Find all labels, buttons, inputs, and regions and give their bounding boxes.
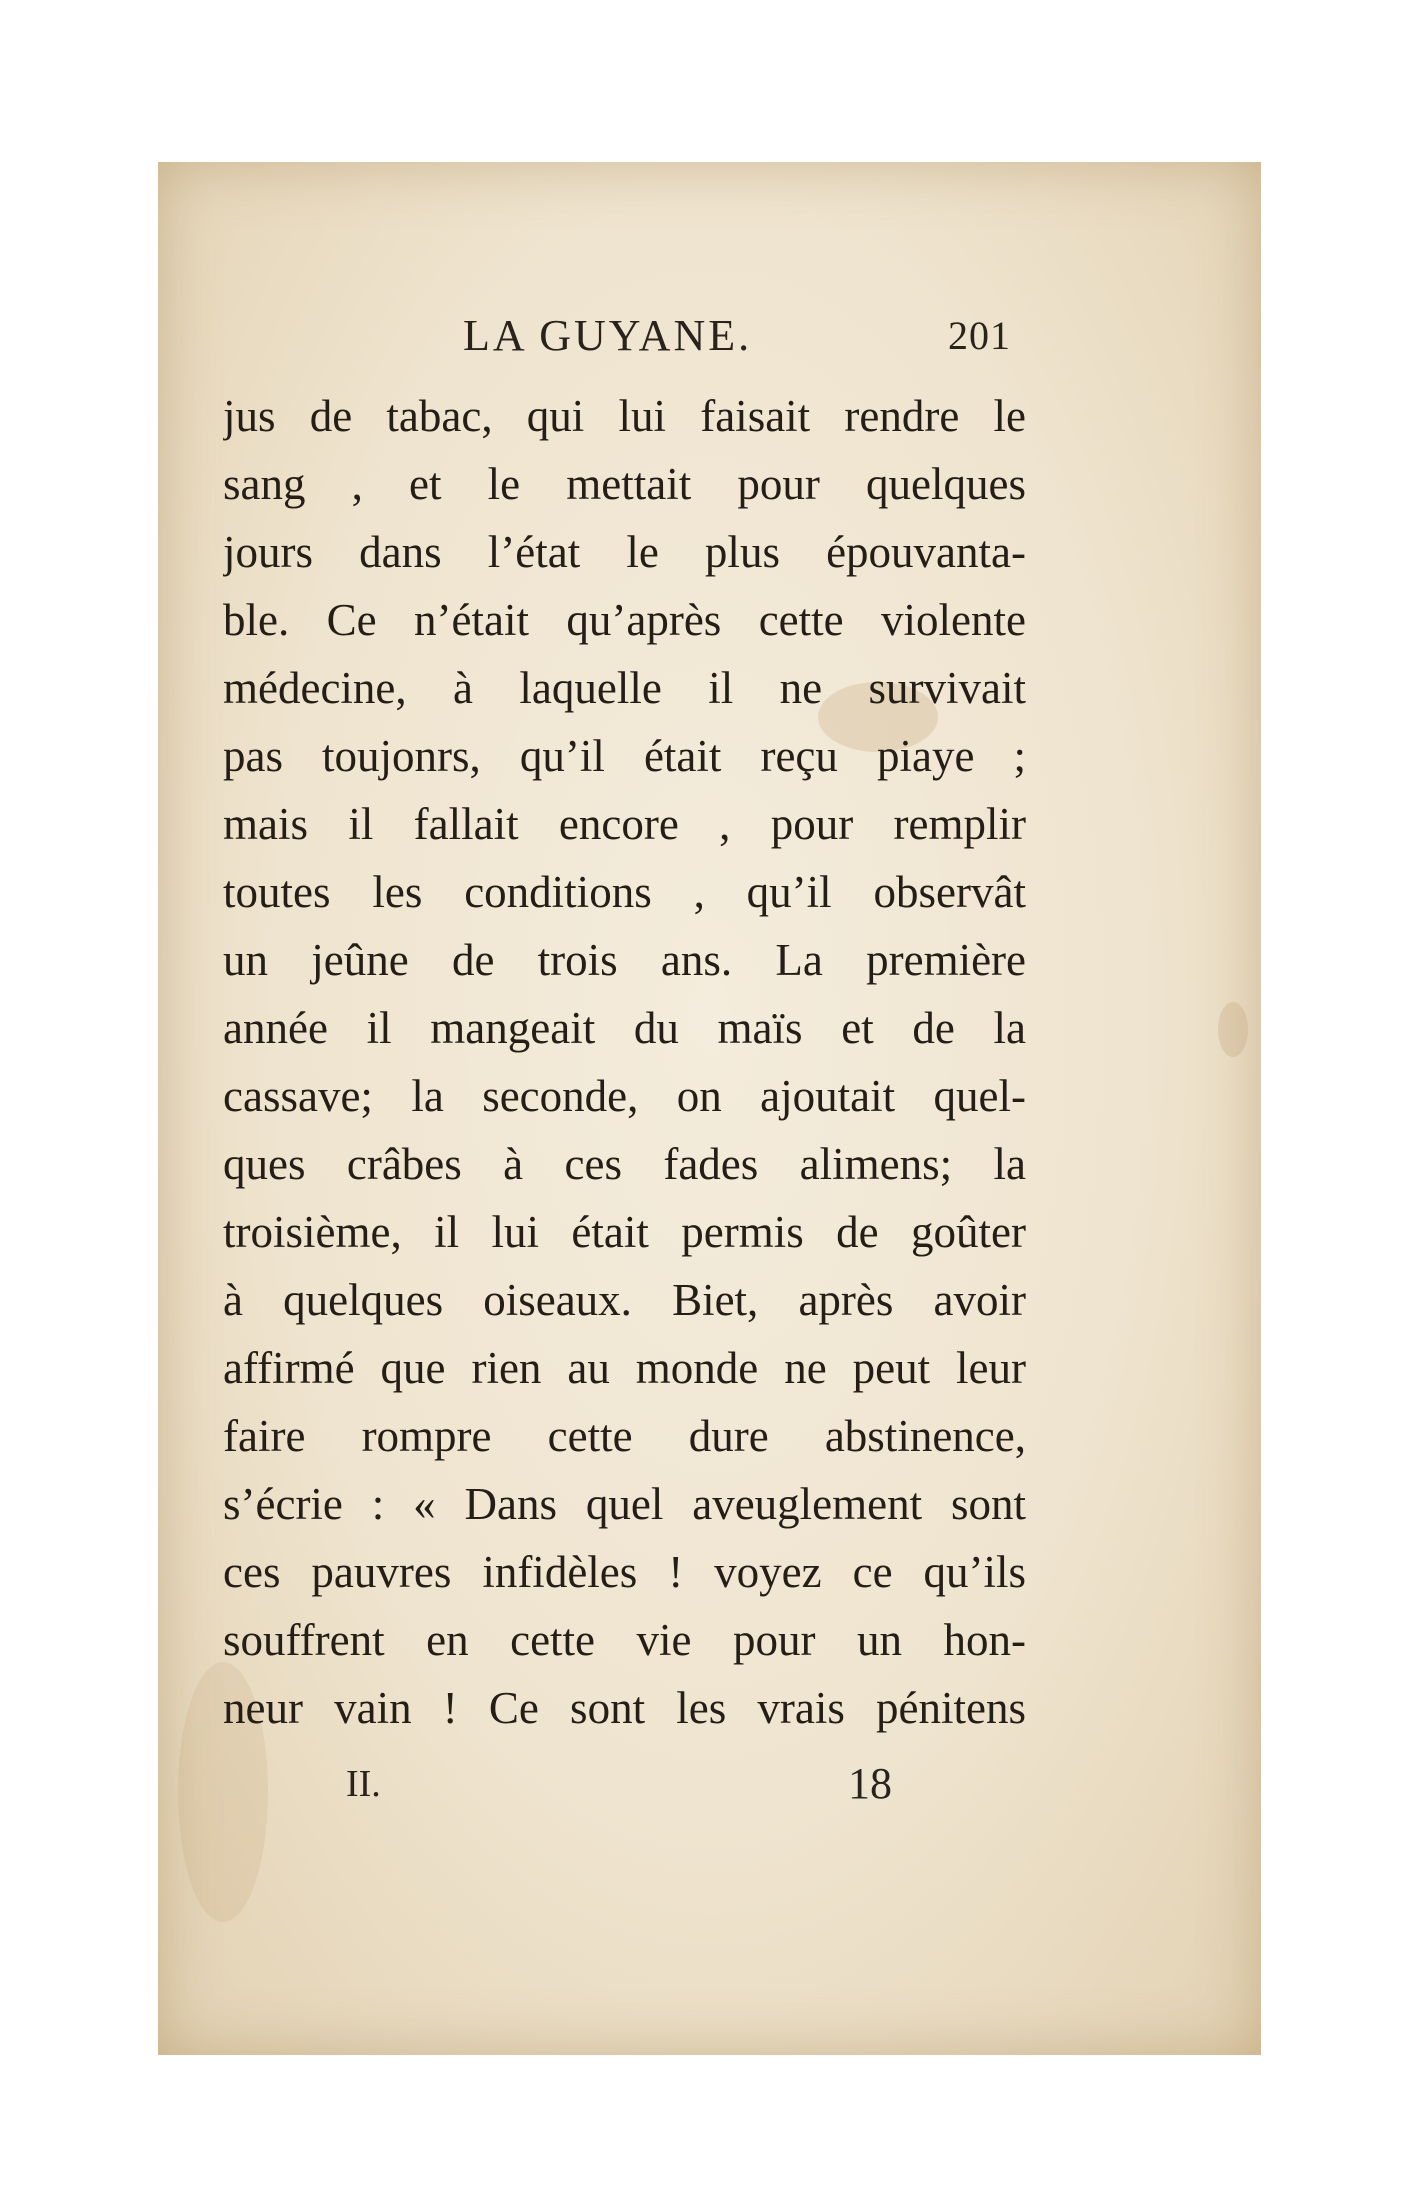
text-line: cassave; la seconde, on ajoutait quel- — [223, 1071, 1026, 1121]
running-header — [158, 310, 1261, 370]
text-line: toutes les conditions , qu’il observât — [223, 867, 1026, 917]
text-line: troisième, il lui était permis de goûter — [223, 1207, 1026, 1257]
text-line: jours dans l’état le plus épouvanta- — [223, 527, 1026, 577]
text-line: pas toujonrs, qu’il était reçu piaye ; — [223, 731, 1026, 781]
text-line: souffrent en cette vie pour un hon- — [223, 1615, 1026, 1665]
text-line: affirmé que rien au monde ne peut leur — [223, 1343, 1026, 1393]
book-page — [158, 162, 1261, 2055]
text-line: faire rompre cette dure abstinence, — [223, 1411, 1026, 1461]
text-line: ces pauvres infidèles ! voyez ce qu’ils — [223, 1547, 1026, 1597]
text-line: mais il fallait encore , pour remplir — [223, 799, 1026, 849]
text-line: sang , et le mettait pour quelques — [223, 459, 1026, 509]
text-line: année il mangeait du maïs et de la — [223, 1003, 1026, 1053]
text-line: s’écrie : « Dans quel aveuglement sont — [223, 1479, 1026, 1529]
signature-line — [158, 1759, 1261, 1822]
text-line: ble. Ce n’était qu’après cette violente — [223, 595, 1026, 645]
text-line: neur vain ! Ce sont les vrais pénitens — [223, 1683, 1026, 1733]
paper-stain — [1218, 1002, 1248, 1057]
text-line: ques crâbes à ces fades alimens; la — [223, 1139, 1026, 1189]
signature-number: 18 — [848, 1759, 892, 1808]
signature-mark: II. — [346, 1763, 381, 1805]
text-line: à quelques oiseaux. Biet, après avoir — [223, 1275, 1026, 1325]
text-line: un jeûne de trois ans. La première — [223, 935, 1026, 985]
page-number: 201 — [948, 313, 1011, 358]
text-line: médecine, à laquelle il ne survivait — [223, 663, 1026, 713]
body-text — [223, 382, 1026, 1742]
text-line: jus de tabac, qui lui faisait rendre le — [223, 391, 1026, 441]
running-title: LA GUYANE. — [463, 311, 753, 360]
